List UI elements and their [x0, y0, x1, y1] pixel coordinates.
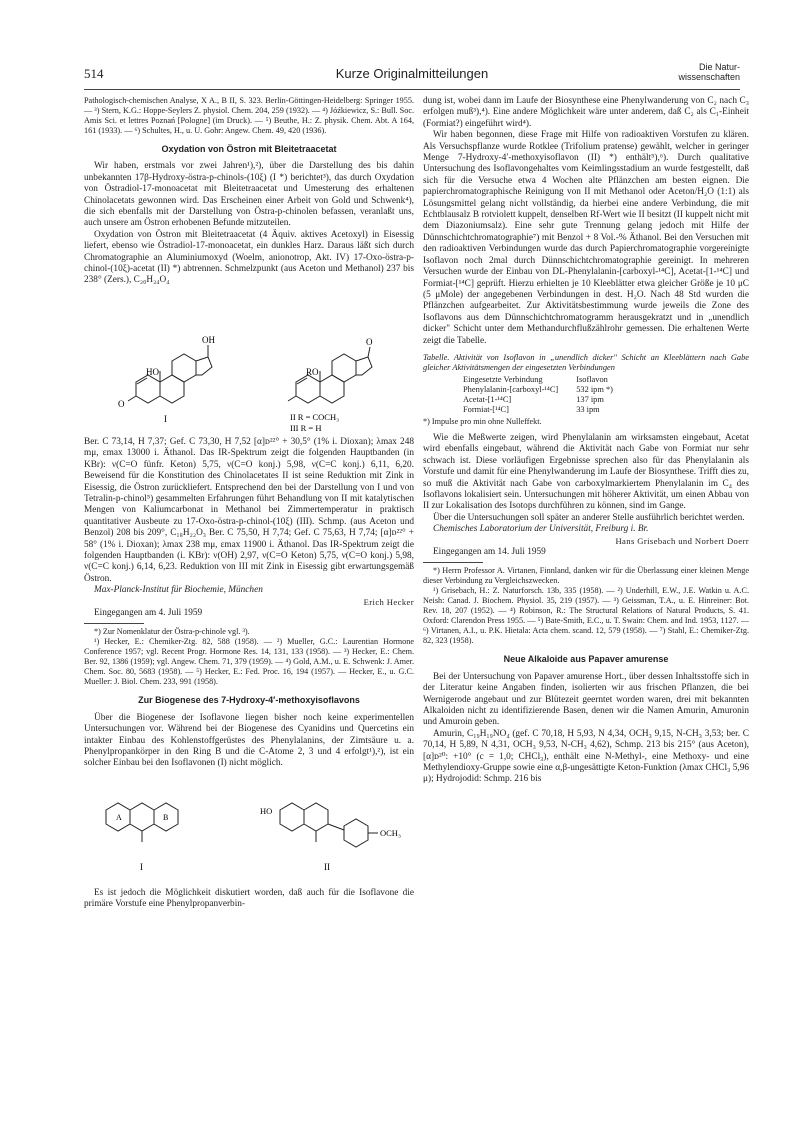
paragraph: Über die Untersuchungen soll später an anderer Stelle ausführlich berichtet werden. [433, 512, 745, 523]
author: Erich Hecker [363, 596, 414, 607]
institute: Chemisches Laboratorium der Universität, Freiburg i. Br. [433, 524, 649, 535]
table-header: Isoflavon [576, 374, 608, 384]
footnote: *) Herrn Professor A. Virtanen, Finnland, danken wir für die Überlassung einer kleinen Menge dieser Verbindung zu Vergleichszwecken. [423, 566, 749, 586]
received-date: Eingegangen am 14. Juli 1959 [433, 547, 546, 557]
table-cell: 137 ipm [576, 394, 604, 404]
label-structure-iii: III R = H [290, 422, 322, 433]
footnote-rule [423, 562, 483, 563]
label-och3: OCH₃ [380, 827, 401, 838]
table-cell: Phenylalanin-[carboxyl-¹⁴C] [463, 384, 559, 394]
activity-table [463, 375, 631, 415]
article-title: Oxydation von Östron mit Bleitetraacetat [161, 144, 337, 154]
steroid-structures-svg [84, 287, 414, 437]
references: ¹) Hecker, E.: Chemiker-Ztg. 82, 588 (1958). — ²) Mueller, G.C.: Laurentian Hormone Conference 1957; vgl. Recent Progr. Hormone Res. 14, 131, 133 (1958). — ³) Hecker, E.: Chem. Ber. 92, 1386 (1959); vgl. Angew. Chem. 71, 379 (1959). — ⁴) Gold, A.M., u. E. Schwenk: J. Amer. Chem. Soc. 80, 5683 (1958). — ⁵) Hecker, E.: Fed. Proc. 16, 194 (1957). — Hecker, E., u. G.C. Mueller: J. Biol. Chem. 233, 991 (1958). [84, 637, 414, 687]
article-title: Zur Biogenese des 7-Hydroxy-4′-methoxyisoflavons [138, 695, 360, 706]
paragraph: dung ist, wobei dann im Laufe der Biosynthese eine Phenylwanderung von C₂ nach C₃ erfolgen muß³),⁴). Eine andere Möglichkeit wäre unter anderem, daß C₂ als C₁-Einheit (Formiat?) eingeführt wird⁴). [423, 96, 749, 129]
table-cell: Acetat-[1-¹⁴C] [463, 394, 512, 404]
paragraph: Wie die Meßwerte zeigen, wird Phenylalanin am wirksamsten eingebaut, Acetat wird ebenfalls eingebaut, während die Aktivität nach Gabe von Formiat nur sehr schwach ist. Diese vorläufigen Ergebnisse sprechen also für das Phenylalanin als Vorstufe und damit für eine Phenylwanderung im Laufe der Biosynthese. Trifft dies zu, so muß die Aktivität nach Gabe von carboxylmarkiertem Phenylalanin im C₄ des Isoflavons lokalisiert sein. Untersuchungen mit höherer Aktivität, um einen Abbau von II zur Lokalisation des Isotops durchführen zu können, sind im Gange. [423, 432, 749, 512]
table-header-row [463, 375, 631, 385]
label-structure-i: I [140, 861, 143, 872]
label-structure-ii: II R = COCH₃ [290, 411, 340, 422]
received-date: Eingegangen am 4. Juli 1959 [94, 607, 203, 618]
paragraph: Es ist jedoch die Möglichkeit diskutiert worden, daß auch für die Isoflavone die primäre Vorstufe eine Phenylpropanverbin- [84, 887, 414, 910]
authors: Hans Grisebach und Norbert Doerr [615, 535, 749, 546]
left-column [84, 96, 414, 911]
right-column [423, 96, 749, 786]
ring-label-b: B [163, 812, 169, 822]
paragraph: Über die Biogenese der Isoflavone liegen bisher noch keine experimentellen Untersuchungen vor. Während bei der Biogenese des Cyanidins und Quercetins ein intakter Einbau des Kohlenstoffgerüstes des Phenylalanins, der Zimtsäure u. a. Phenylpropankörper in den Ring B und die C-Atome 2, 3 und 4 erfolgt¹),²), ist ein solcher Einbau bei den Isoflavonen (I) nicht möglich. [84, 712, 414, 769]
header-rule [84, 89, 740, 90]
paragraph: Wir haben begonnen, diese Frage mit Hilfe von radioaktiven Vorstufen zu klären. Als Versuchspflanze wurde Rotklee (Trifolium pratense) gewählt, welcher in geringer Menge 7-Hydroxy-4′-methoxyisoflavon (II) *) enthält⁵),⁶). Durch qualitative Untersuchung des Isoflavongehaltes vom Keimlingsstadium an wurde festgestellt, daß sich für die Versuche etwa 4 Wochen alte Pflänzchen am besten eignen. Die papierchromatographische Reinigung von II mit Methanol oder Aceton/H₂O (1:1) als Lösungsmittel gelang nicht vollständig, da hierbei eine andere Verbindung, die mit Echtblausalz B rotviolett kuppelt, denselben Rf-Wert wie II besitzt (II kuppelt nicht mit dem Diazoniumsalz). Eine sehr gute Trennung gelang jedoch mit Hilfe der Dünnschichtchromatographie⁷) mit Benzol + 8 Vol.-% Äthanol. Bei den Versuchen mit den radioaktiven Verbindungen wurde das durch Papierchromatographie vorgereinigte Isoflavon noch 2mal durch Dünnschichtchromatographie gereinigt. In mehreren Versuchen wurde der Einbau von DL-Phenylalanin-[carboxyl-¹⁴C], Acetat-[1-¹⁴C] und Formiat-[¹⁴C] geprüft. Hierzu erhielten je 10 Kleeblätter etwa gleicher Größe je 10 μC (5 μMole) der angegebenen Verbindungen in dest. H₂O. Nach 48 Std wurden die Pflänzchen aufgearbeitet. Zur Aktivitätsbestimmung wurde jeweils die Zone des Isoflavons aus dem Dünnschichtchromatogramm herausgekratzt und in „unendlich dicker" Schicht unter dem Methandurchflußzählrohr gemessen. Die erhaltenen Werte zeigt die Tabelle. [423, 130, 749, 346]
paragraph: Ber. C 73,14, H 7,37; Gef. C 73,30, H 7,52 [α]ᴅ²²° + 30,5° (1% i. Dioxan); λmax 248 mμ, εmax 13000 i. Äthanol. Das IR-Spektrum zeigt die folgenden Hauptbanden (in KBr): ν(C=O fünfr. Keton) 5,75, ν(C=O konj.) 5,98, ν(C=C konj.) 6,11, 6,20. Beweisend für die Konstitution des Chinolacetates II ist seine Reduktion mit Zink in Eisessig, die Östron zurückliefert. Entsprechend den bei der Darstellung von I und von Tetralin-p-chinol⁵) gesammelten Erfahrungen führt Behandlung von II mit katalytischen Mengen von Kaliumcarbonat in Methanol bei Zimmertemperatur in praktisch quantitativer Ausbeute zu 17-Oxo-östra-p-chinol-(10ξ) (III). Schmp. (aus Aceton und Benzol) 208 bis 209°, C₁₈H₂₂O₃ Ber. C 75,50, H 7,74; Gef. C 75,63, H 7,74; [α]ᴅ²²° + 58° (1% i. Dioxan); λmax 238 mμ, εmax 11900 i. Äthanol. Das IR-Spektrum zeigt die folgenden Hauptbanden (i. KBr): ν(OH) 2,97, ν(C=O Keton) 5,75, ν(C=O konj.) 5,98, ν(C=C konj.) 6,14, 6,23. Reduktion von III mit Zink in Eisessig gibt erwartungsgemäß Östron. [84, 436, 414, 584]
footnote: *) Zur Nomenklatur der Östra-p-chinole vgl. ³). [94, 627, 250, 637]
steroid-structures-figure [84, 287, 414, 437]
running-head-right: Die Natur- wissenschaften [678, 62, 740, 82]
table-note: *) Impulse pro min ohne Nulleffekt. [423, 416, 542, 426]
label-o: O [118, 398, 125, 409]
table-cell: 33 ipm [576, 404, 600, 414]
page-header [84, 62, 740, 88]
table-row [463, 385, 631, 395]
label-structure-i: I [164, 413, 167, 424]
paragraph: Amurin, C₁₉H₁₉NO₄ (gef. C 70,18, H 5,93, N 4,34, OCH₃ 9,15, N-CH₃ 3,53; ber. C 70,14, H 5,89, N 4,31, OCH₃ 9,53, N-CH₃ 4,62), Schmp. 213 bis 215° (aus Aceton), [α]ᴅ²⁰: +10° (c = 1,0; CHCl₃), enthält eine N-Methyl-, eine Methoxy- und eine Methylendioxy-Gruppe sowie eine α,β-ungesättigte Keton-Funktion (λmax CHCl₃ 5,96 μ); Hydrojodid: Schmp. 216 bis [423, 728, 749, 785]
table-cell: Formiat-[¹⁴C] [463, 404, 509, 414]
table-row [463, 405, 631, 415]
article-title: Neue Alkaloide aus Papaver amurense [503, 654, 669, 665]
institute: Max-Planck-Institut für Biochemie, München [94, 585, 263, 596]
footnote-rule [84, 623, 144, 624]
label-ho: HO [260, 805, 273, 816]
paragraph: Oxydation von Östron mit Bleitetraacetat (4 Äquiv. aktives Acetoxyl) in Eisessig liefert, ebenso wie Östradiol-17-monoacetat, ein dunkles Harz. Daraus läßt sich durch Chromatographie an Aluminiumoxyd (Woelm, anionotrop, Akt. IV) 17-Oxo-östra-p-chinol-(10ξ)-acetat (II) *) abtrennen. Schmelzpunkt (aus Aceton und Methanol) 237 bis 238° (Zers.), C₂₀H₂₄O₄ [84, 229, 414, 286]
label-structure-ii: II [324, 861, 330, 872]
table-header: Eingesetzte Verbindung [463, 374, 543, 384]
page-number: 514 [84, 66, 104, 81]
label-ro: RO [306, 366, 319, 377]
isoflavone-structures-svg [84, 770, 414, 888]
references: ¹) Grisebach, H.: Z. Naturforsch. 13b, 335 (1958). — ²) Underhill, E.W., J.E. Watkin u. A.C. Neish: Canad. J. Biochem. Physiol. 35, 219 (1957). — ³) Geissman, T.A., u. E. Hinreiner: Bot. Rev. 18, 207 (1952). — ⁴) Robinson, R.: The Structural Relations of Natural Products, S. 41. Oxford: Clarendon Press 1955. — ⁵) Bate-Smith, E.C., u. T. Swain: Chem. and Ind. 1953, 1127. — ⁶) Virtanen, A.I., u. P.K. Hietala: Acta chem. scand. 12, 579 (1958). — ⁷) Stahl, E.: Chemiker-Ztg. 82, 323 (1958). [423, 586, 749, 646]
table-caption: Tabelle. Aktivität von Isoflavon in „unendlich dicker" Schicht an Kleeblättern nach Gabe gleicher Aktivitätsmengen der eingesetzten Verbindungen [423, 352, 749, 372]
table-row [463, 395, 631, 405]
label-oh: OH [202, 334, 215, 345]
table-cell: 532 ipm *) [576, 384, 613, 394]
paragraph: Wir haben, erstmals vor zwei Jahren¹),²), über die Darstellung des bis dahin unbekannten 17β-Hydroxy-östra-p-chinols-(10ξ) (I *) berichtet³), das durch Oxydation von Östradiol-17-monoacetat mit Bleitetraacetat und Umesterung des erhaltenen Chinolacetats gewonnen wird. Das Erscheinen einer Arbeit von Gold und Schwenk⁴), die sich ebenfalls mit der Darstellung von Östra-p-chinolen befassen, veranlaßt uns, auch unsere am Östron erhobenen Befunde mitzuteilen. [84, 161, 414, 229]
isoflavone-structures-figure [84, 770, 414, 888]
refs-continued: Pathologisch-chemischen Analyse, X A., B II, S. 323. Berlin-Göttingen-Heidelberg: Springer 1955. — ³) Stern, K.G.: Hoppe-Seylers Z. physiol. Chem. 204, 259 (1932). — ⁴) Jóźkiewicz, S.: Bull. Soc. Amis Sci. et lettres Poznań [Pologne] (im Druck). — ⁵) Beuthe, H.: Z. physik. Chem. Abt. A 164, 161 (1933). — ⁶) Schultes, H., u. U. Gohr: Angew. Chem. 49, 420 (1936). [84, 96, 414, 135]
label-o: O [366, 336, 373, 347]
paragraph: Bei der Untersuchung von Papaver amurense Hort., über dessen Inhaltsstoffe sich in der Literatur keine Angaben finden, isolierten wir aus frischen Pflanzen, die bei Wernigerode angebaut und zur Blütezeit geerntet worden waren, drei mit bekannten Alkaloiden nicht zu identifizierende Basen, denen wir die Namen Amurin, Amuronin und Amuroin geben. [423, 671, 749, 728]
label-ho: HO [146, 366, 159, 377]
journal-title: Kurze Originalmitteilungen [335, 66, 489, 81]
ring-label-a: A [116, 812, 122, 822]
